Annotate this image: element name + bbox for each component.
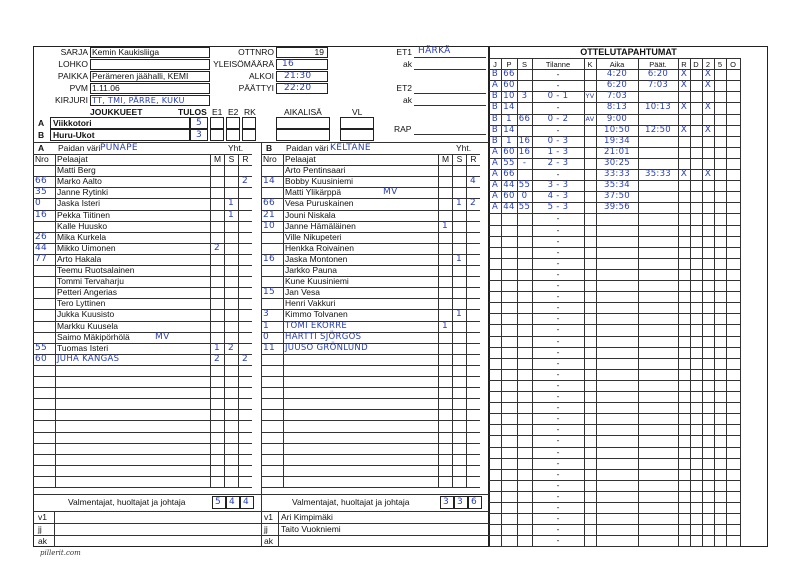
event-col-j: J	[493, 60, 497, 69]
player-number: 66	[35, 176, 48, 186]
event-empty-dash: -	[556, 280, 560, 290]
event-empty-dash: -	[556, 435, 560, 445]
player-name: Janne Hämäläinen	[285, 221, 356, 231]
roster-b-jj-value: Taito Vuokniemi	[281, 524, 341, 534]
player-number: 14	[263, 176, 276, 186]
et2-ak-label: ak	[403, 95, 412, 105]
event-p: 44	[503, 202, 515, 212]
pvm-label: PVM	[69, 83, 88, 93]
event-p: 1	[506, 114, 512, 124]
event-tilanne: 0 - 1	[547, 91, 569, 101]
event-tilanne: -	[556, 169, 560, 179]
event-aika: 10:50	[604, 125, 630, 135]
event-s: 66	[518, 114, 531, 124]
event-j: B	[491, 69, 499, 79]
player-name: JUHA KANGAS	[57, 354, 120, 364]
event-tilanne: 0 - 3	[547, 136, 569, 146]
roster-a-staff-m: 5	[215, 497, 222, 507]
event-empty-dash: -	[556, 447, 560, 457]
player-stat-s: 1	[455, 198, 463, 208]
event-col-o: O	[730, 60, 736, 69]
event-j: B	[491, 136, 499, 146]
player-name: Jouni Niskala	[285, 210, 336, 220]
player-name: Saimo Mäkipörhölä	[57, 332, 130, 342]
event-j: A	[491, 158, 499, 168]
event-j: A	[491, 191, 499, 201]
event-aika: 30:25	[604, 158, 630, 168]
event-empty-dash: -	[556, 213, 560, 223]
player-number: 1	[263, 321, 270, 331]
vl-label: VL	[352, 107, 363, 117]
et1-label: ET1	[396, 47, 412, 57]
event-aika: 37:50	[604, 191, 630, 201]
event-aika: 35:34	[604, 180, 630, 190]
roster-b-v1-value: Ari Kimpimäki	[281, 512, 333, 522]
player-name: Arto Hakala	[57, 254, 102, 264]
player-stat-s: 1	[227, 210, 235, 220]
player-number: 0	[263, 332, 270, 342]
et1-ak-label: ak	[403, 59, 412, 69]
paikka-label: PAIKKA	[57, 71, 88, 81]
player-number: 16	[263, 254, 276, 264]
roster-b-yht-label: Yht.	[456, 143, 472, 153]
event-j: B	[491, 125, 499, 135]
pvm-value: 1.11.06	[92, 83, 120, 93]
event-paat: 6:20	[647, 69, 669, 79]
event-tilanne: 1 - 3	[547, 147, 569, 157]
event-empty-dash: -	[556, 458, 560, 468]
roster-col-r: R	[242, 154, 249, 164]
player-number: 26	[35, 232, 48, 242]
event-empty-dash: -	[556, 413, 560, 423]
ottnro-value: 19	[314, 47, 324, 57]
team-b-letter: B	[38, 130, 45, 140]
player-name: TOMI EKORRE	[285, 321, 348, 331]
roster-col-name: Pelaajat	[285, 154, 316, 164]
event-s: 55	[518, 180, 531, 190]
event-k: YV	[585, 92, 595, 100]
event-paat: 35:33	[645, 169, 671, 179]
event-s: 16	[518, 136, 531, 146]
event-aika: 6:20	[606, 80, 628, 90]
player-name: Matti Ylikärppä	[285, 187, 342, 197]
event-s: 3	[521, 91, 528, 101]
player-stat-s: 1	[455, 309, 463, 319]
roster-col-s: S	[456, 154, 463, 164]
event-col-5: 5	[717, 60, 723, 69]
event-col-s: S	[521, 60, 527, 69]
event-2-mark: X	[704, 102, 712, 112]
event-2-mark: X	[704, 125, 712, 135]
event-paat: 12:50	[645, 125, 671, 135]
player-name: Marko Aalto	[57, 176, 102, 186]
rap-label: RAP	[394, 124, 412, 134]
event-empty-dash: -	[556, 391, 560, 401]
footer-credit: pillerit.com	[40, 549, 81, 557]
player-name: Kalle Huusko	[57, 221, 108, 231]
event-p: 10	[503, 91, 515, 101]
goalie-mark: MV	[155, 332, 170, 342]
roster-a-staff-label: Valmentajat, huoltajat ja johtaja	[68, 497, 186, 507]
roster-a-staff-r: 4	[243, 497, 250, 507]
roster-a-yht-label: Yht.	[228, 143, 244, 153]
event-k: AV	[585, 115, 595, 123]
event-r-mark: X	[680, 69, 688, 79]
event-empty-dash: -	[556, 513, 560, 523]
et1-value: HÄRKÄ	[418, 46, 451, 56]
roster-a-ak-label: ak	[38, 536, 47, 546]
paattyi-value: 22:20	[284, 83, 312, 93]
event-col-paat: Päät.	[649, 60, 667, 69]
event-paat: 10:13	[645, 102, 671, 112]
sarja-value: Kemin Kaukisliiga	[92, 47, 160, 57]
event-j: A	[491, 147, 499, 157]
ottnro-label: OTTNRO	[238, 47, 274, 57]
event-2-mark: X	[704, 169, 712, 179]
alkoi-label: ALKOI	[248, 71, 274, 81]
player-number: 60	[35, 354, 48, 364]
player-name: Kimmo Tolvanen	[285, 309, 348, 319]
event-tilanne: -	[556, 125, 560, 135]
roster-b-staff-s: 3	[457, 497, 464, 507]
sarja-label: SARJA	[60, 47, 88, 57]
event-p: 66	[503, 169, 515, 179]
event-empty-dash: -	[556, 402, 560, 412]
roster-col-name: Pelaajat	[57, 154, 88, 164]
player-name: Janne Rytinki	[57, 187, 109, 197]
yleiso-label: YLEISÖMÄÄRÄ	[213, 59, 274, 69]
event-aika: 39:56	[604, 202, 630, 212]
player-name: Arto Pentinsaari	[285, 165, 346, 175]
event-empty-dash: -	[556, 258, 560, 268]
player-stat-m: 2	[213, 243, 221, 253]
aikalisa-label: AIKALISÄ	[284, 107, 322, 117]
event-tilanne: -	[556, 80, 560, 90]
event-empty-dash: -	[556, 324, 560, 334]
event-j: A	[491, 202, 499, 212]
event-empty-dash: -	[556, 236, 560, 246]
team-a-letter: A	[38, 118, 45, 128]
player-name: Matti Berg	[57, 165, 96, 175]
roster-b-jj-label: jj	[264, 524, 268, 534]
event-col-p: P	[506, 60, 512, 69]
event-j: B	[491, 114, 499, 124]
event-empty-dash: -	[556, 480, 560, 490]
event-p: 60	[503, 191, 515, 201]
player-number: 35	[35, 187, 48, 197]
event-j: A	[491, 80, 499, 90]
event-r-mark: X	[680, 102, 688, 112]
player-stat-m: 1	[441, 321, 449, 331]
player-name: Teemu Ruotsalainen	[57, 265, 135, 275]
et2-label: ET2	[396, 83, 412, 93]
roster-col-m: M	[213, 154, 222, 164]
event-2-mark: X	[704, 80, 712, 90]
event-tilanne: 2 - 3	[547, 158, 569, 168]
event-tilanne: 3 - 3	[547, 180, 569, 190]
event-col-r: R	[681, 60, 687, 69]
event-j: B	[491, 91, 499, 101]
event-col-2: 2	[705, 60, 711, 69]
player-stat-r: 2	[241, 354, 249, 364]
roster-a-shirt-value: PUNAPE	[100, 143, 138, 153]
event-r-mark: X	[680, 125, 688, 135]
event-tilanne: -	[556, 102, 560, 112]
player-stat-r: 2	[469, 198, 477, 208]
player-number: 0	[35, 198, 42, 208]
player-name: Markku Kuusela	[57, 321, 118, 331]
event-tilanne: -	[556, 69, 560, 79]
player-stat-r: 4	[469, 176, 477, 186]
player-name: Pekka Tiitinen	[57, 210, 110, 220]
event-empty-dash: -	[556, 491, 560, 501]
player-name: Tommi Tervaharju	[57, 276, 124, 286]
player-name: Mika Kurkela	[57, 232, 107, 242]
event-empty-dash: -	[556, 269, 560, 279]
event-s: 16	[518, 147, 531, 157]
player-number: 15	[263, 287, 276, 297]
roster-b-letter: B	[266, 143, 273, 153]
event-p: 14	[503, 102, 515, 112]
event-p: 44	[503, 180, 515, 190]
event-empty-dash: -	[556, 502, 560, 512]
goalie-mark: MV	[383, 187, 398, 197]
player-name: Mikko Uimonen	[57, 243, 116, 253]
e1-label: E1	[212, 107, 223, 117]
roster-b-shirt-label: Paidan väri	[286, 143, 329, 153]
roster-a-staff-s: 4	[229, 497, 236, 507]
event-empty-dash: -	[556, 369, 560, 379]
event-p: 60	[503, 80, 515, 90]
team-a-name: Viikkotori	[53, 118, 92, 128]
kirjuri-label: KIRJURI	[54, 95, 88, 105]
player-stat-s: 2	[227, 343, 235, 353]
event-s: 0	[521, 191, 528, 201]
kirjuri-value: TT, TMI, PÄRRE, KUKU	[92, 96, 185, 105]
player-stat-m: 1	[213, 343, 221, 353]
event-aika: 33:33	[604, 169, 630, 179]
roster-col-m: M	[441, 154, 450, 164]
event-empty-dash: -	[556, 291, 560, 301]
event-empty-dash: -	[556, 380, 560, 390]
player-stat-r: 2	[241, 176, 249, 186]
player-name: Jukka Kuusisto	[57, 309, 115, 319]
player-stat-s: 1	[455, 254, 463, 264]
event-empty-dash: -	[556, 535, 560, 545]
player-number: 55	[35, 343, 48, 353]
rk-label: RK	[244, 107, 256, 117]
event-r-mark: X	[680, 80, 688, 90]
player-name: Jarkko Pauna	[285, 265, 337, 275]
player-number: 66	[263, 198, 276, 208]
event-s: -	[522, 158, 527, 168]
lohko-label: LOHKO	[58, 59, 88, 69]
event-col-t: Tilanne	[545, 60, 571, 69]
roster-a-jj-label: jj	[38, 524, 42, 534]
event-tilanne: 4 - 3	[547, 191, 569, 201]
joukkueet-label: JOUKKUEET	[90, 107, 143, 117]
event-p: 60	[503, 147, 515, 157]
player-stat-m: 1	[441, 221, 449, 231]
event-col-d: D	[693, 60, 699, 69]
player-number: 16	[35, 210, 48, 220]
event-s: 55	[518, 202, 531, 212]
event-empty-dash: -	[556, 358, 560, 368]
event-empty-dash: -	[556, 347, 560, 357]
event-j: A	[491, 169, 499, 179]
player-name: Ville Nikupeteri	[285, 232, 342, 242]
roster-col-nro: Nro	[263, 154, 277, 164]
roster-col-r: R	[470, 154, 477, 164]
player-name: HARTTI SJÖRGOS	[285, 332, 362, 342]
event-j: B	[491, 102, 499, 112]
player-stat-m: 2	[213, 354, 221, 364]
e2-label: E2	[228, 107, 239, 117]
event-empty-dash: -	[556, 225, 560, 235]
player-name: Bobby Kuusiniemi	[285, 176, 354, 186]
event-p: 55	[503, 158, 515, 168]
roster-b-ak-label: ak	[264, 536, 273, 546]
roster-a-shirt-label: Paidan väri	[58, 143, 101, 153]
event-j: A	[491, 180, 499, 190]
roster-b-v1-label: v1	[264, 512, 273, 522]
event-empty-dash: -	[556, 313, 560, 323]
player-name: Jan Vesa	[285, 287, 320, 297]
event-tilanne: 5 - 3	[547, 202, 569, 212]
player-name: Jaska Isteri	[57, 198, 100, 208]
roster-b-staff-label: Valmentajat, huoltajat ja johtaja	[292, 497, 410, 507]
event-aika: 8:13	[606, 102, 628, 112]
player-name: Petteri Angerias	[57, 287, 118, 297]
roster-b-staff-m: 3	[443, 497, 450, 507]
score-b: 3	[196, 130, 203, 140]
player-number: 10	[263, 221, 276, 231]
player-name: Tuomas Isteri	[57, 343, 109, 353]
roster-a-letter: A	[38, 143, 45, 153]
player-name: Kune Kuusiniemi	[285, 276, 349, 286]
roster-col-s: S	[228, 154, 235, 164]
player-number: 44	[35, 243, 48, 253]
event-aika: 9:00	[606, 114, 628, 124]
yleiso-value: 16	[282, 59, 295, 69]
event-aika: 7:03	[606, 91, 628, 101]
player-name: Tero Lyttinen	[57, 298, 106, 308]
event-r-mark: X	[680, 169, 688, 179]
event-empty-dash: -	[556, 302, 560, 312]
event-empty-dash: -	[556, 424, 560, 434]
team-b-name: Huru-Ukot	[53, 130, 95, 140]
player-name: Henri Vakkuri	[285, 298, 336, 308]
player-number: 21	[263, 210, 276, 220]
event-col-aika: Aika	[609, 60, 625, 69]
alkoi-value: 21:30	[284, 71, 312, 81]
event-p: 66	[503, 69, 515, 79]
player-name: Jaska Montonen	[285, 254, 348, 264]
roster-b-staff-r: 6	[471, 497, 478, 507]
event-aika: 19:34	[604, 136, 630, 146]
player-stat-s: 1	[227, 198, 235, 208]
player-number: 77	[35, 254, 48, 264]
player-name: Vesa Puruskainen	[285, 198, 354, 208]
event-empty-dash: -	[556, 336, 560, 346]
player-number: 11	[263, 343, 276, 353]
player-name: JUUSO GRÖNLUND	[285, 343, 368, 353]
score-a: 5	[196, 118, 203, 128]
events-title: OTTELUTAPAHTUMAT	[580, 47, 677, 57]
roster-a-v1-label: v1	[38, 512, 47, 522]
event-col-k: K	[587, 60, 593, 69]
event-tilanne: 0 - 2	[547, 114, 569, 124]
event-2-mark: X	[704, 69, 712, 79]
paikka-value: Perämeren jäähalli, KEMI	[92, 71, 189, 81]
event-paat: 7:03	[647, 80, 669, 90]
event-p: 14	[503, 125, 515, 135]
event-empty-dash: -	[556, 469, 560, 479]
player-name: Henkka Roivainen	[285, 243, 354, 253]
event-empty-dash: -	[556, 524, 560, 534]
player-number: 3	[263, 309, 270, 319]
roster-b-shirt-value: KELTANE	[330, 143, 371, 153]
event-aika: 4:20	[606, 69, 628, 79]
lohko-box	[90, 59, 210, 70]
roster-col-nro: Nro	[35, 154, 49, 164]
event-aika: 21:01	[604, 147, 630, 157]
event-p: 1	[506, 136, 512, 146]
paattyi-label: PÄÄTTYI	[238, 83, 274, 93]
event-empty-dash: -	[556, 247, 560, 257]
tulos-label: TULOS	[178, 107, 207, 117]
